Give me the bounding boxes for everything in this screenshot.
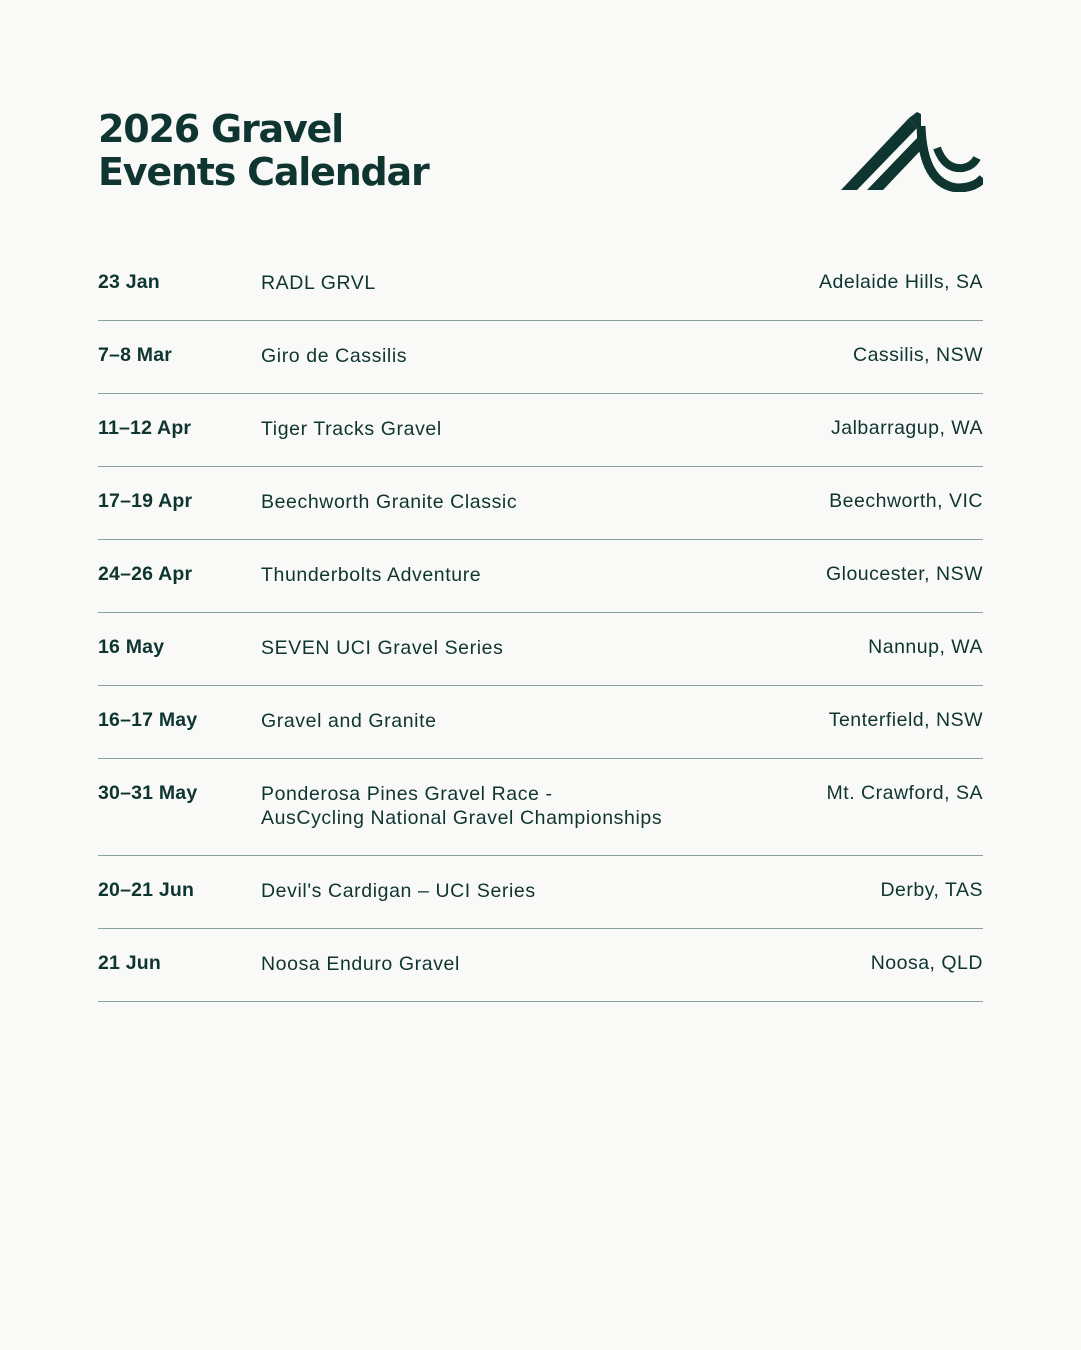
event-location: Cassilis, NSW xyxy=(852,344,983,366)
event-location: Nannup, WA xyxy=(868,636,983,658)
event-row xyxy=(98,467,983,540)
ac-mountain-logo-icon xyxy=(841,112,983,192)
event-row xyxy=(98,856,983,929)
event-row xyxy=(98,248,983,321)
event-name xyxy=(261,952,711,976)
event-row xyxy=(98,394,983,467)
event-name xyxy=(261,271,711,295)
event-location: Derby, TAS xyxy=(880,879,983,901)
event-row xyxy=(98,540,983,613)
event-name xyxy=(261,490,711,514)
event-date: 16 May xyxy=(98,636,165,658)
events-list xyxy=(98,248,983,1002)
event-name xyxy=(261,709,711,733)
event-name xyxy=(261,344,711,368)
event-location: Jalbarragup, WA xyxy=(830,417,983,439)
event-date: 21 Jun xyxy=(98,952,161,974)
title-line-2: Events Calendar xyxy=(98,150,429,194)
event-date: 23 Jan xyxy=(98,271,160,293)
event-row xyxy=(98,929,983,1002)
event-name-line: Ponderosa Pines Gravel Race - xyxy=(261,783,553,805)
event-date: 17–19 Apr xyxy=(98,490,193,512)
event-row xyxy=(98,613,983,686)
event-name xyxy=(261,879,711,903)
event-name-line: Beechworth Granite Classic xyxy=(261,491,518,513)
event-name xyxy=(261,636,711,660)
event-name xyxy=(261,563,711,587)
event-name-line: Tiger Tracks Gravel xyxy=(261,418,442,440)
event-name-line: Noosa Enduro Gravel xyxy=(261,953,460,975)
event-date: 11–12 Apr xyxy=(98,417,192,439)
event-location: Noosa, QLD xyxy=(870,952,983,974)
event-date: 30–31 May xyxy=(98,782,198,804)
event-date: 7–8 Mar xyxy=(98,344,173,366)
event-row xyxy=(98,321,983,394)
calendar-page xyxy=(98,0,983,1350)
event-row xyxy=(98,759,983,856)
event-location: Gloucester, NSW xyxy=(825,563,983,585)
header xyxy=(98,108,983,208)
event-name-line: SEVEN UCI Gravel Series xyxy=(261,637,504,659)
event-date: 20–21 Jun xyxy=(98,879,195,901)
event-name-line: RADL GRVL xyxy=(261,272,376,294)
event-name xyxy=(261,782,711,830)
event-name-line: Giro de Cassilis xyxy=(261,345,408,367)
event-row xyxy=(98,686,983,759)
event-location: Mt. Crawford, SA xyxy=(826,782,983,804)
event-location: Adelaide Hills, SA xyxy=(819,271,983,293)
event-date: 16–17 May xyxy=(98,709,198,731)
event-name-line: AusCycling National Gravel Championships xyxy=(261,807,663,829)
event-location: Beechworth, VIC xyxy=(829,490,983,512)
event-name-line: Gravel and Granite xyxy=(261,710,437,732)
event-date: 24–26 Apr xyxy=(98,563,193,585)
event-location: Tenterfield, NSW xyxy=(828,709,983,731)
event-name xyxy=(261,417,711,441)
event-name-line: Devil's Cardigan – UCI Series xyxy=(261,880,536,902)
title-line-1: 2026 Gravel xyxy=(98,107,343,151)
event-name-line: Thunderbolts Adventure xyxy=(261,564,482,586)
